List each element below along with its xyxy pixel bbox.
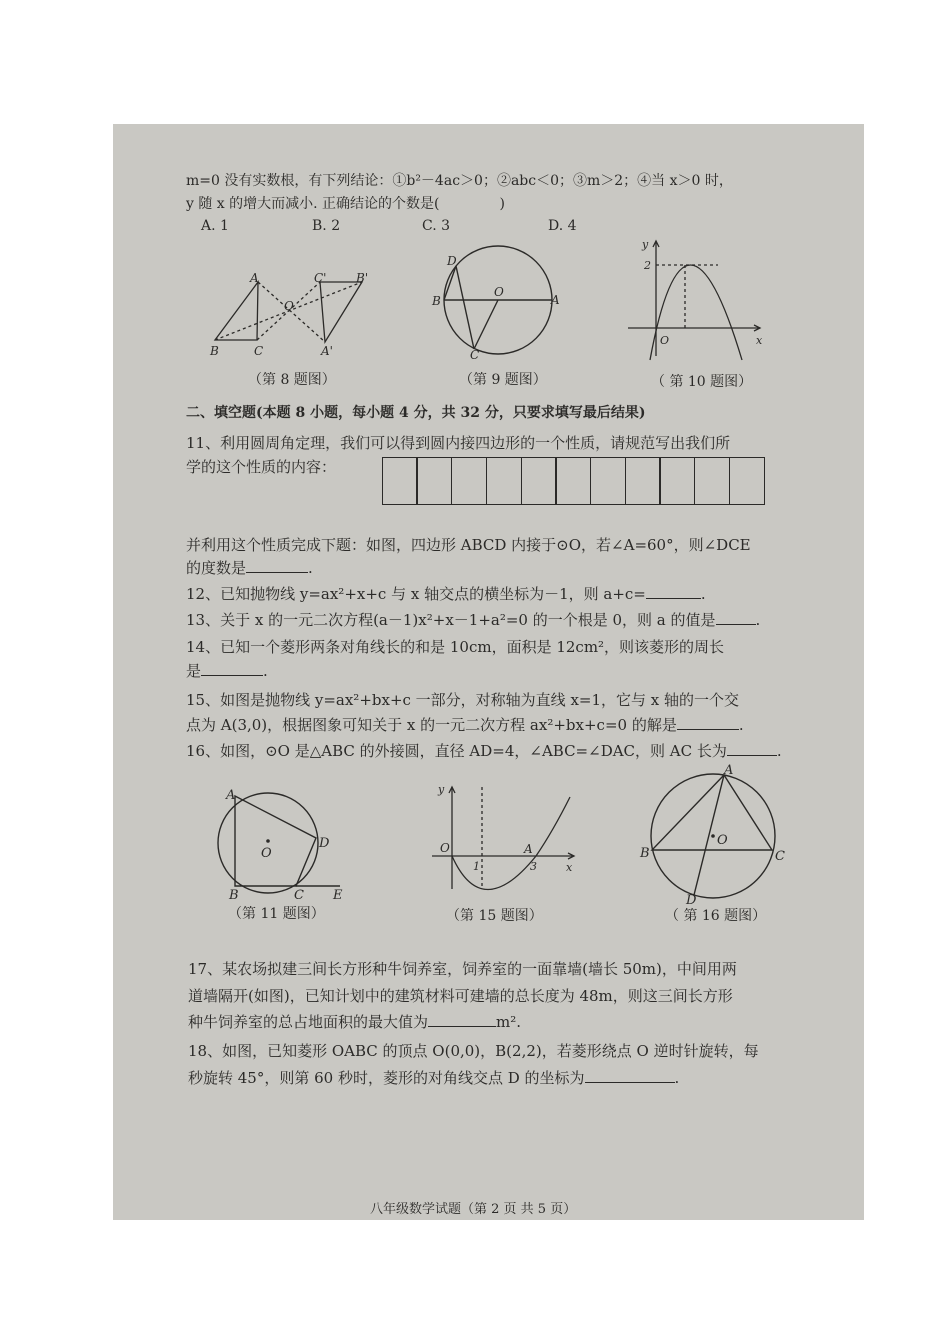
q10-option-a: A. 1 — [201, 218, 229, 234]
q16-text: 16、如图，⊙O 是△ABC 的外接圆，直径 AD=4，∠ABC=∠DAC，则 AC 长为 . — [186, 742, 782, 760]
fig16-label-a: A — [724, 763, 734, 778]
fig16-caption: （ 第 16 题图） — [665, 908, 767, 924]
fig15-label-o: O — [440, 841, 450, 855]
q17-line2: 道墙隔开(如图)，已知计划中的建筑材料可建墙的总长度为 48m，则这三间长方形 — [188, 987, 733, 1005]
fig11-label-b: B — [229, 888, 239, 903]
fig9-label-o: O — [494, 285, 504, 299]
fig11-label-e: E — [333, 888, 343, 903]
figure-16-circle — [636, 762, 796, 907]
fig8-label-a: A — [250, 271, 259, 285]
q10-option-b: B. 2 — [312, 218, 341, 234]
q18-line1: 18、如图，已知菱形 OABC 的顶点 O(0,0)，B(2,2)，若菱形绕点 O 逆时针旋转，每 — [188, 1042, 759, 1060]
fig11-label-a: A — [226, 788, 236, 803]
q18-line2: 秒旋转 45°，则第 60 秒时，菱形的对角线交点 D 的坐标为 . — [188, 1069, 680, 1087]
q11-line4: 的度数是 . — [186, 559, 313, 577]
fig8-label-c: C — [254, 344, 264, 358]
figure-8-triangles — [200, 270, 380, 365]
q11-line2: 学的这个性质的内容： — [186, 458, 337, 476]
fig10-label-o: O — [660, 334, 670, 347]
q10-text-line2: y 随 x 的增大而减小. 正确结论的个数是( ) — [186, 196, 505, 212]
fig8-label-c-prime: C' — [314, 271, 327, 285]
fig10-label-y: y — [642, 238, 649, 251]
fig15-label-x: x — [566, 861, 573, 874]
figure-11-circle — [220, 783, 350, 903]
fig9-label-b: B — [432, 294, 441, 308]
fig9-label-a: A — [551, 293, 560, 307]
fig11-label-o: O — [261, 846, 272, 861]
fig8-label-b: B — [210, 344, 219, 358]
figure-15-parabola — [428, 783, 578, 893]
q10-option-c: C. 3 — [422, 218, 451, 234]
fig15-label-a: A — [524, 842, 533, 856]
q14-line1: 14、已知一个菱形两条对角线长的和是 10cm，面积是 12cm²，则该菱形的周长 — [186, 638, 725, 656]
q11-answer-boxes[interactable] — [383, 457, 765, 505]
fig9-label-c: C — [470, 348, 480, 362]
section2-heading: 二、填空题(本题 8 小题，每小题 4 分，共 32 分，只要求填写最后结果) — [186, 405, 646, 421]
q10-option-d: D. 4 — [548, 218, 577, 234]
fig11-label-c: C — [294, 888, 304, 903]
fig15-caption: （第 15 题图） — [446, 908, 543, 924]
q14-line2: 是 . — [186, 662, 268, 680]
q17-line1: 17、某农场拟建三间长方形种牛饲养室，饲养室的一面靠墙(墙长 50m)，中间用两 — [188, 960, 737, 978]
figure-10-parabola — [628, 238, 768, 363]
q11-line1: 11、利用圆周角定理，我们可以得到圆内接四边形的一个性质，请规范写出我们所 — [186, 434, 731, 452]
q15-line1: 15、如图是抛物线 y=ax²+bx+c 一部分，对称轴为直线 x=1，它与 x 轴的一个交 — [186, 691, 740, 709]
fig8-label-b-prime: B' — [356, 271, 369, 285]
fig15-label-y: y — [438, 783, 445, 796]
q10-text-line1: m=0 没有实数根，有下列结论：①b²－4ac＞0；②abc＜0；③m＞2；④当 x＞0 时， — [186, 173, 733, 189]
fig16-label-d: D — [686, 893, 697, 908]
fig15-label-1: 1 — [473, 860, 480, 873]
page-footer: 八年级数学试题（第 2 页 共 5 页） — [370, 1202, 577, 1217]
fig11-label-d: D — [319, 836, 330, 851]
figure-9-circle — [430, 248, 560, 360]
fig10-label-x: x — [756, 334, 763, 347]
fig16-label-b: B — [640, 846, 650, 861]
q13-text: 13、关于 x 的一元二次方程(a－1)x²+x－1+a²=0 的一个根是 0，则 a 的值是 . — [186, 611, 761, 629]
fig8-label-o: O — [284, 299, 294, 313]
fig15-label-3: 3 — [530, 860, 537, 873]
q15-line2: 点为 A(3,0)，根据图象可知关于 x 的一元二次方程 ax²+bx+c=0 的解是 . — [186, 716, 744, 734]
fig10-label-2: 2 — [644, 259, 651, 272]
fig10-caption: （ 第 10 题图） — [651, 374, 753, 390]
fig8-label-a-prime: A' — [321, 344, 333, 358]
q11-line3: 并利用这个性质完成下题：如图，四边形 ABCD 内接于⊙O，若∠A=60°，则∠DCE — [186, 536, 751, 554]
fig9-label-d: D — [447, 254, 457, 268]
q17-line3: 种牛饲养室的总占地面积的最大值为 m². — [188, 1013, 522, 1031]
fig16-label-c: C — [775, 849, 785, 864]
q12-text: 12、已知抛物线 y=ax²+x+c 与 x 轴交点的横坐标为－1，则 a+c= . — [186, 585, 706, 603]
fig9-caption: （第 9 题图） — [459, 372, 547, 388]
fig16-label-o: O — [717, 833, 728, 848]
fig11-caption: （第 11 题图） — [228, 906, 325, 922]
fig8-caption: （第 8 题图） — [248, 372, 336, 388]
